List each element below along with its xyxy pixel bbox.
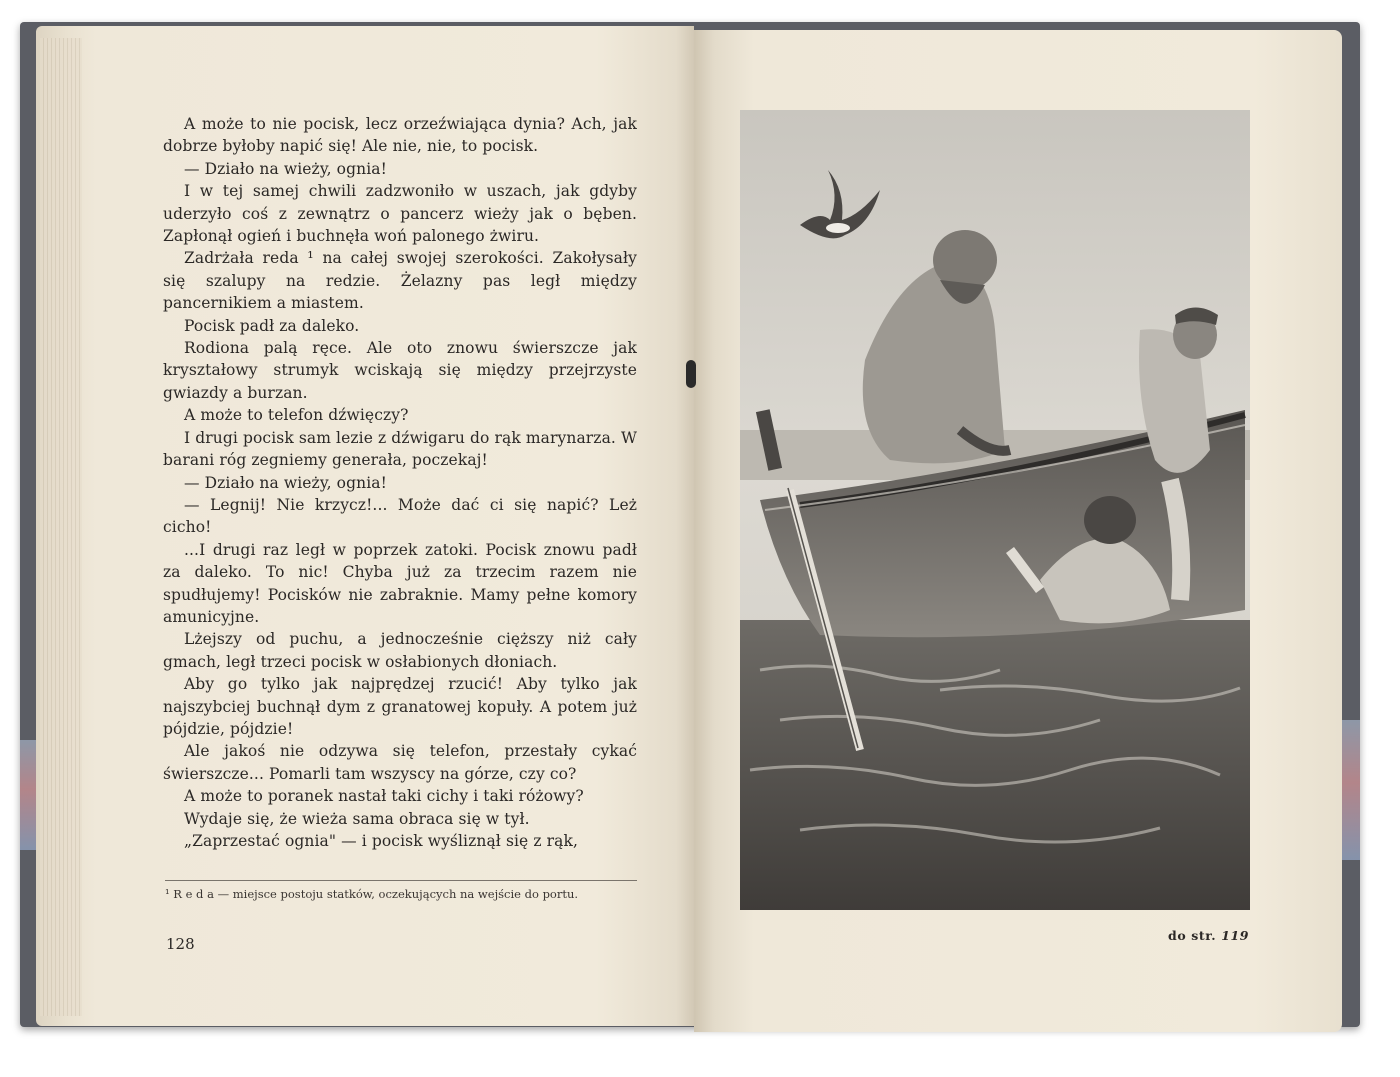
paragraph: A może to telefon dźwięczy? [184, 406, 409, 425]
paragraph: I drugi pocisk sam lezie z dźwigaru do rąk marynarza. W barani róg zegniemy generała, poczekaj! [163, 428, 637, 470]
page-edges [40, 38, 82, 1016]
caption-prefix: do str. [1168, 928, 1222, 943]
caption-page: 119 [1221, 928, 1250, 943]
paragraph: Zadrżała reda ¹ na całej swojej szerokości. Zakołysały się szalupy na redzie. Żelazny pas legł między pancernikiem a miastem. [163, 249, 637, 313]
paragraph: „Zaprzestać ognia" — i pocisk wyśliznął się z rąk, [184, 832, 579, 850]
paragraph: Lżejszy od puchu, a jednocześnie cięższy niż cały gmach, legł trzeci pocisk w osłabionych dłoniach. [163, 630, 637, 671]
paragraph: A może to nie pocisk, lecz orzeźwiająca dynia? Ach, jak dobrze byłoby napić się! Ale nie, nie, to pocisk. [163, 115, 637, 156]
paragraph: ...I drugi raz legł w poprzek zatoki. Pocisk znowu padł za daleko. To nic! Chyba już za trzecim razem nie spudłujemy! Pocisków nie zabraknie. Mamy pełne komory amunicyjne. [163, 540, 637, 626]
paragraph: Rodiona palą ręce. Ale oto znowu świerszcze jak kryształowy strumyk wciskają się między przejrzyste gwiazdy a burzan. [163, 339, 637, 402]
paragraph: Aby go tylko jak najprędzej rzucić! Aby tylko jak najszybciej buchnął dym z granatowej kopuły. A potem już pójdzie, pójdzie! [163, 675, 637, 738]
paragraph: Ale jakoś nie odzywa się telefon, przestały cykać świerszcze... Pomarli tam wszyscy na górze, czy co? [163, 742, 637, 783]
illustration-caption [1168, 928, 1249, 943]
footnote-term: R e d a [173, 887, 214, 901]
paragraph: Wydaje się, że wieża sama obraca się w tył. [184, 809, 530, 828]
illustration-boat-rescue [740, 110, 1250, 910]
paragraph: A może to poranek nastał taki cichy i taki różowy? [184, 787, 584, 806]
paragraph: — Legnij! Nie krzycz!... Może dać ci się napić? Leż cicho! [163, 495, 637, 537]
paragraph: — Działo na wieży, ognia! [184, 473, 387, 492]
spine-binding [686, 360, 696, 388]
page-number: 128 [166, 935, 195, 953]
footnote [165, 880, 637, 903]
footnote-text: — miejsce postoju statków, oczekujących na wejście do portu. [213, 887, 579, 901]
footnote-marker: ¹ [165, 887, 170, 901]
paragraph: I w tej samej chwili zadzwoniło w uszach, jak gdyby uderzyło coś z zewnątrz o pancerz wieży jak o bęben. Zapłonął ogień i buchnęła woń palonego żwiru. [163, 182, 637, 246]
left-page-text [163, 113, 637, 852]
paragraph: Pocisk padł za daleko. [184, 316, 360, 335]
paragraph: — Działo na wieży, ognia! [184, 159, 387, 178]
